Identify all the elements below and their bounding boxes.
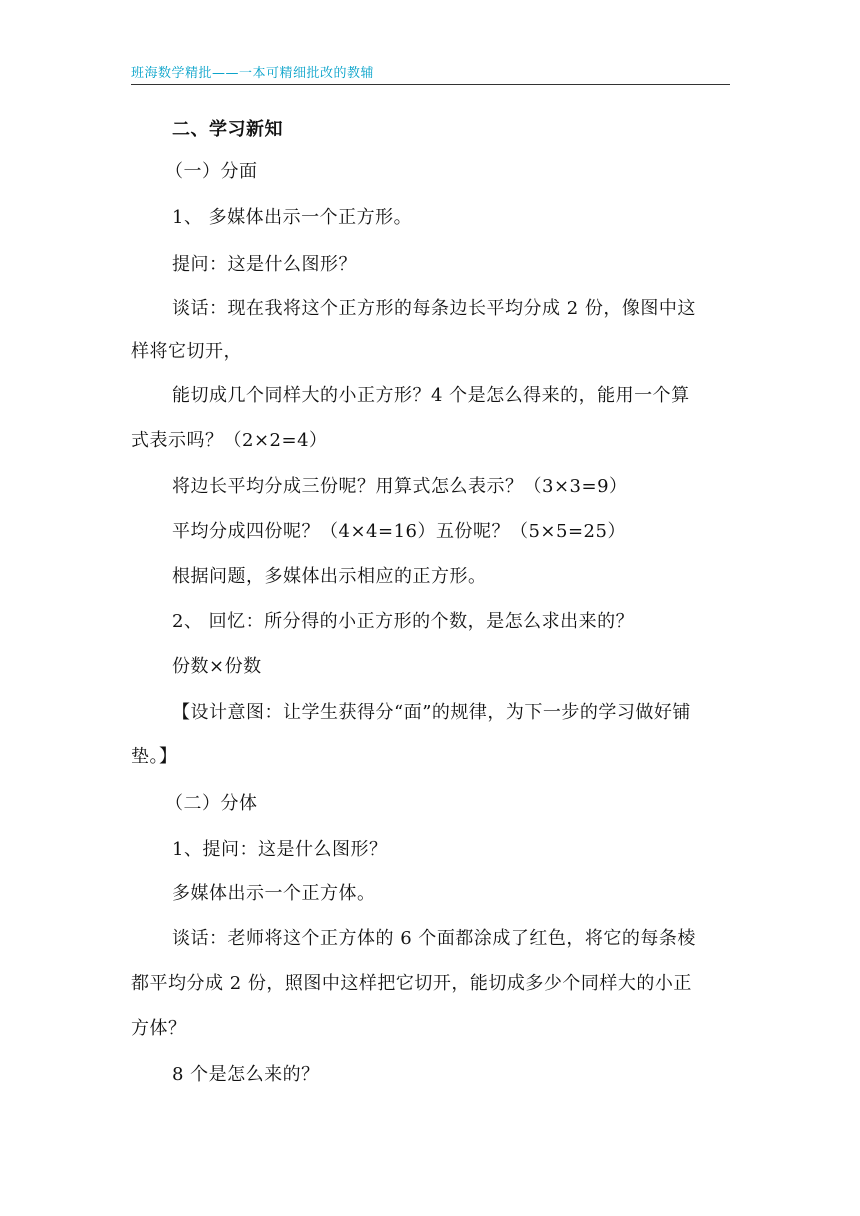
paragraph: 多媒体出示一个正方体。 <box>172 883 376 904</box>
paragraph-continuation: 式表示吗？（2×2=4） <box>131 430 328 451</box>
paragraph: 份数×份数 <box>172 656 262 677</box>
subsection-title-1: （一）分面 <box>165 161 258 182</box>
paragraph: 1、提问：这是什么图形？ <box>172 839 388 860</box>
paragraph: 能切成几个同样大的小正方形？4 个是怎么得来的，能用一个算 <box>172 385 690 406</box>
paragraph: 平均分成四份呢？（4×4=16）五份呢？（5×5=25） <box>172 521 626 542</box>
paragraph-continuation: 都平均分成 2 份，照图中这样把它切开，能切成多少个同样大的小正 <box>131 973 692 994</box>
design-intent-note-continuation: 垫。】 <box>131 746 178 767</box>
paragraph: 提问：这是什么图形？ <box>172 254 357 275</box>
paragraph: 将边长平均分成三份呢？用算式怎么表示？（3×3=9） <box>172 476 628 497</box>
design-intent-note: 【设计意图：让学生获得分“面”的规律，为下一步的学习做好铺 <box>172 702 691 723</box>
page-header <box>131 62 730 85</box>
paragraph: 1、 多媒体出示一个正方形。 <box>172 207 413 228</box>
paragraph: 根据问题，多媒体出示相应的正方形。 <box>172 566 487 587</box>
section-title: 二、学习新知 <box>172 119 283 140</box>
paragraph: 8 个是怎么来的？ <box>172 1064 320 1085</box>
header-title: 班海数学精批——一本可精细批改的教辅 <box>131 66 375 81</box>
paragraph: 谈话：现在我将这个正方形的每条边长平均分成 2 份，像图中这 <box>172 298 696 319</box>
paragraph-continuation: 样将它切开， <box>131 341 242 362</box>
subsection-title-2: （二）分体 <box>165 793 258 814</box>
paragraph: 谈话：老师将这个正方体的 6 个面都涂成了红色，将它的每条棱 <box>172 928 696 949</box>
paragraph-continuation: 方体？ <box>131 1018 187 1039</box>
paragraph: 2、 回忆：所分得的小正方形的个数，是怎么求出来的？ <box>172 611 635 632</box>
